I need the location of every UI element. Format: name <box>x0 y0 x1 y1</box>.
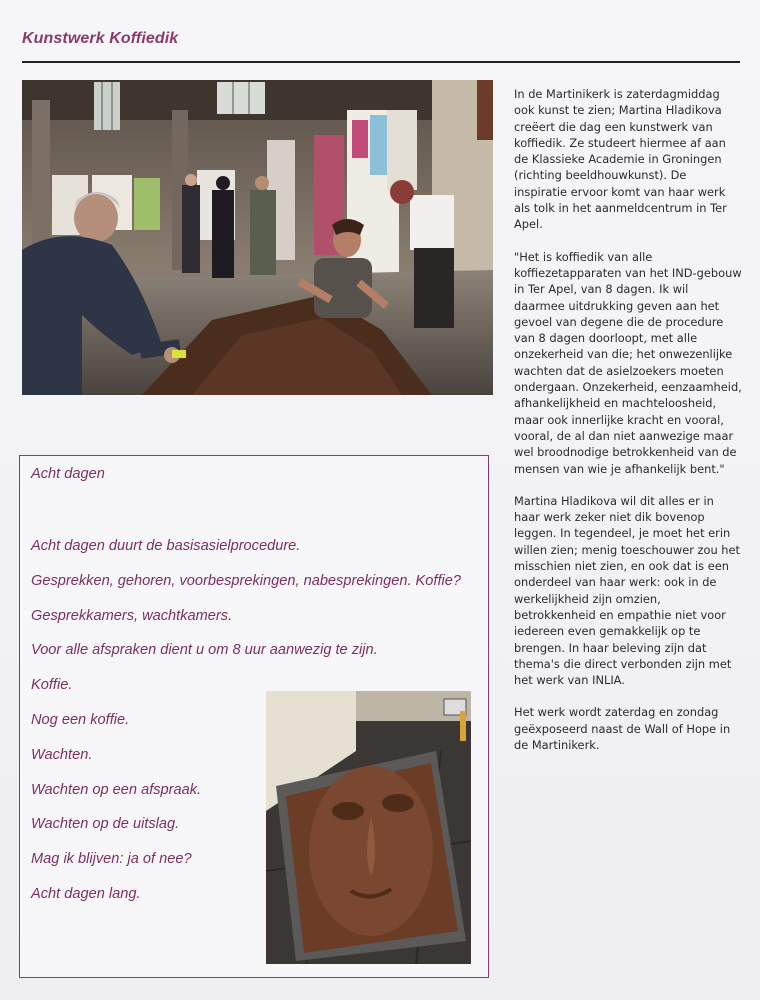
poem-line: Acht dagen duurt de basisasielprocedure. <box>31 538 301 554</box>
poem-box <box>19 455 489 978</box>
article-body <box>514 86 742 769</box>
page-title: Kunstwerk Koffiedik <box>22 30 179 47</box>
poem-line: Koffie. <box>31 677 73 694</box>
church-photo <box>22 80 493 395</box>
poem-line: Wachten op de uitslag. <box>31 816 180 833</box>
article-quote: "Het is koffiedik van alle koffiezetapparaten van het IND-gebouw in Ter Apel, van 8 dagen. Ik wil daarmee uitdrukking geven aan het gevoel van degene die de procedure van 8 dagen doorloopt, met alle onzekerheid van die; het onwezenlijke wachten dat de asielzoekers moeten ondergaan. Onzekerheid, eenzaamheid, afhankelijkheid en machteloosheid, maar ook innerlijke kracht en vooral, vooral, de al dan niet aanwezige maar wel broodnodige betrokkenheid van de mensen van wie je afhankelijk bent." <box>514 249 742 476</box>
poem-line: Nog een koffie. <box>31 711 130 728</box>
poem-line: Acht dagen lang. <box>31 885 141 902</box>
artwork-photo <box>266 691 471 964</box>
poem-line: Gesprekken, gehoren, voorbesprekingen, nabesprekingen. Koffie? <box>31 572 461 589</box>
poem-line: Gesprekkamers, wachtkamers. <box>31 607 233 624</box>
poem-title: Acht dagen <box>31 466 105 482</box>
article-paragraph: In de Martinikerk is zaterdagmiddag ook kunst te zien; Martina Hladikova creëert die dag een kunstwerk van koffiedik. Ze studeert hiermee af aan de Klassieke Academie in Groningen (richting beeldhouwkunst). De inspiratie ervoor komt van haar werk als tolk in het aanmeldcentrum in Ter Apel. <box>514 87 727 232</box>
artwork-photo-illustration <box>266 691 471 964</box>
poem-line: Voor alle afspraken dient u om 8 uur aanwezig te zijn. <box>31 642 378 659</box>
article-paragraph: Het werk wordt zaterdag en zondag geëxposeerd naast de Wall of Hope in de Martinikerk. <box>514 705 731 752</box>
church-photo-illustration <box>22 80 493 395</box>
poem-line: Mag ik blijven: ja of nee? <box>31 851 192 868</box>
header-divider <box>22 61 740 63</box>
poem-line: Wachten. <box>31 746 93 763</box>
poem-line: Wachten op een afspraak. <box>31 781 202 798</box>
article-paragraph: Martina Hladikova wil dit alles er in haar werk zeker niet dik bovenop leggen. In tegendeel, je moet het erin willen zien; menig toeschouwer zou het misschien niet zien, en ook dat is een onderdeel van haar werk: ook in de werkelijkheid zijn omzien, betrokkenheid en empathie niet voor iedereen even gemakkelijk op te brengen. In haar beleving zijn dat thema's die direct verbonden zijn met het werk van INLIA. <box>514 493 740 688</box>
